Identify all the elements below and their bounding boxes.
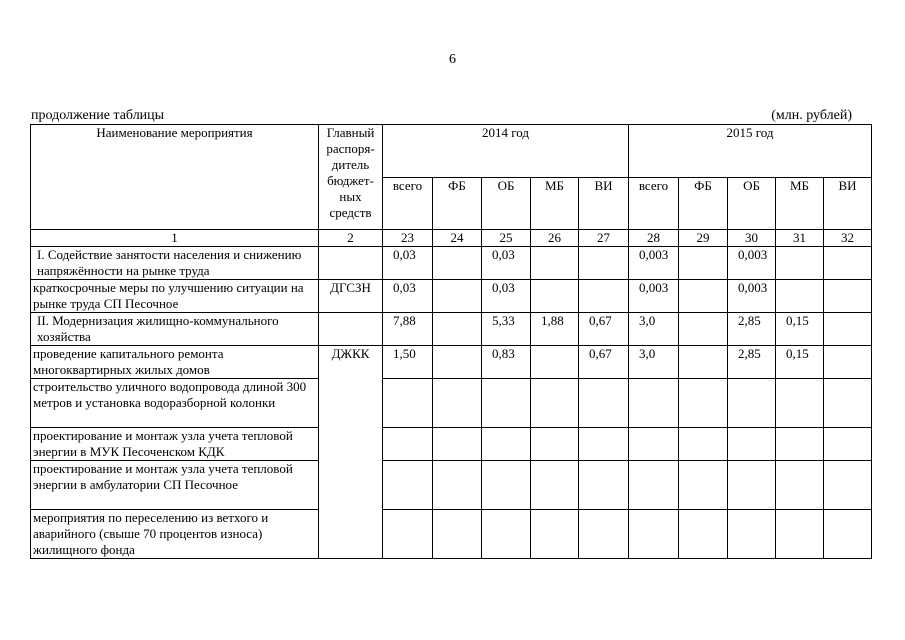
- cell: [824, 379, 872, 428]
- cell: [482, 510, 531, 559]
- cell: [728, 510, 776, 559]
- cell: [824, 280, 872, 313]
- header-col-total-2015: всего: [629, 177, 679, 230]
- column-number: 29: [679, 230, 728, 247]
- column-number: 32: [824, 230, 872, 247]
- row-name: мероприятия по переселению из ветхого и аварийного (свыше 70 процентов износа) жилищного фонда: [31, 510, 319, 559]
- header-col-mb-2015: МБ: [776, 177, 824, 230]
- cell: [433, 510, 482, 559]
- cell: [383, 510, 433, 559]
- cell: [679, 280, 728, 313]
- cell: 0,03: [482, 280, 531, 313]
- row-manager: [319, 247, 383, 280]
- table-row: [31, 280, 872, 313]
- column-number: 28: [629, 230, 679, 247]
- cell: [433, 461, 482, 510]
- continuation-label: продолжение таблицы: [31, 108, 165, 123]
- page-number: 6: [449, 52, 456, 67]
- column-number: 1: [31, 230, 319, 247]
- cell: [824, 510, 872, 559]
- table-row: [31, 428, 872, 461]
- cell: [824, 313, 872, 346]
- cell: [433, 428, 482, 461]
- cell: [728, 428, 776, 461]
- header-col-total-2014: всего: [383, 177, 433, 230]
- cell: [728, 379, 776, 428]
- cell: [629, 428, 679, 461]
- cell: [433, 346, 482, 379]
- row-name: краткосрочные меры по улучшению ситуации на рынке труда СП Песочное: [31, 280, 319, 313]
- column-number: 25: [482, 230, 531, 247]
- cell: [579, 280, 629, 313]
- cell: [629, 379, 679, 428]
- cell: 0,83: [482, 346, 531, 379]
- header-row-years: [31, 125, 872, 178]
- header-manager: Главный распоря- дитель бюджет- ных средств: [319, 125, 383, 230]
- cell: [579, 247, 629, 280]
- budget-table: [30, 124, 872, 559]
- cell: [531, 346, 579, 379]
- row-manager: ДГСЗН: [319, 280, 383, 313]
- table-row: [31, 313, 872, 346]
- row-name: проведение капитального ремонта многоквартирных жилых домов: [31, 346, 319, 379]
- table-row: [31, 346, 872, 379]
- table-row: [31, 461, 872, 510]
- cell: 0,67: [579, 313, 629, 346]
- row-name: I. Содействие занятости населения и снижению напряжённости на рынке труда: [31, 247, 319, 280]
- units-label: (млн. рублей): [771, 108, 852, 123]
- cell: [776, 280, 824, 313]
- cell: 0,67: [579, 346, 629, 379]
- cell: 0,003: [629, 247, 679, 280]
- header-col-ob-2014: ОБ: [482, 177, 531, 230]
- row-name: проектирование и монтаж узла учета тепловой энергии в МУК Песоченском КДК: [31, 428, 319, 461]
- cell: [531, 510, 579, 559]
- header-col-vi-2014: ВИ: [579, 177, 629, 230]
- cell: [824, 461, 872, 510]
- header-col-fb-2015: ФБ: [679, 177, 728, 230]
- cell: 0,003: [728, 247, 776, 280]
- column-number: 26: [531, 230, 579, 247]
- cell: [679, 428, 728, 461]
- column-number: 31: [776, 230, 824, 247]
- cell: [433, 379, 482, 428]
- row-manager: [319, 313, 383, 346]
- header-col-ob-2015: ОБ: [728, 177, 776, 230]
- cell: [531, 461, 579, 510]
- table-row: [31, 379, 872, 428]
- cell: [824, 428, 872, 461]
- cell: 2,85: [728, 313, 776, 346]
- cell: [776, 461, 824, 510]
- cell: [383, 428, 433, 461]
- cell: [579, 379, 629, 428]
- header-col-vi-2015: ВИ: [824, 177, 872, 230]
- cell: [679, 510, 728, 559]
- cell: [824, 247, 872, 280]
- cell: 2,85: [728, 346, 776, 379]
- cell: [728, 461, 776, 510]
- cell: [482, 428, 531, 461]
- cell: [679, 346, 728, 379]
- column-number: 27: [579, 230, 629, 247]
- cell: 0,03: [482, 247, 531, 280]
- cell: [679, 379, 728, 428]
- cell: [383, 461, 433, 510]
- cell: 3,0: [629, 346, 679, 379]
- cell: [776, 428, 824, 461]
- row-manager: ДЖКК: [319, 346, 383, 559]
- cell: 0,03: [383, 247, 433, 280]
- cell: [531, 428, 579, 461]
- cell: [776, 247, 824, 280]
- cell: 5,33: [482, 313, 531, 346]
- header-year-2014: 2014 год: [383, 125, 629, 178]
- cell: [579, 510, 629, 559]
- cell: [776, 379, 824, 428]
- header-col-mb-2014: МБ: [531, 177, 579, 230]
- cell: [679, 461, 728, 510]
- cell: [629, 510, 679, 559]
- cell: [531, 379, 579, 428]
- cell: [579, 428, 629, 461]
- cell: 0,003: [728, 280, 776, 313]
- cell: 3,0: [629, 313, 679, 346]
- cell: [433, 313, 482, 346]
- cell: [433, 247, 482, 280]
- row-name: проектирование и монтаж узла учета тепловой энергии в амбулатории СП Песочное: [31, 461, 319, 510]
- cell: [482, 461, 531, 510]
- cell: 0,03: [383, 280, 433, 313]
- column-number: 23: [383, 230, 433, 247]
- cell: [531, 280, 579, 313]
- cell: [679, 313, 728, 346]
- table-row: [31, 510, 872, 559]
- table-row: [31, 247, 872, 280]
- column-number: 30: [728, 230, 776, 247]
- header-col-fb-2014: ФБ: [433, 177, 482, 230]
- cell: [776, 510, 824, 559]
- cell: 0,003: [629, 280, 679, 313]
- row-name: II. Модернизация жилищно-коммунального хозяйства: [31, 313, 319, 346]
- cell: [824, 346, 872, 379]
- cell: [629, 461, 679, 510]
- cell: [531, 247, 579, 280]
- cell: [482, 379, 531, 428]
- column-numbers-row: [31, 230, 872, 247]
- cell: 1,88: [531, 313, 579, 346]
- cell: [383, 379, 433, 428]
- cell: 1,50: [383, 346, 433, 379]
- column-number: 2: [319, 230, 383, 247]
- cell: [433, 280, 482, 313]
- header-name: Наименование мероприятия: [31, 125, 319, 230]
- cell: 0,15: [776, 346, 824, 379]
- cell: [579, 461, 629, 510]
- cell: 7,88: [383, 313, 433, 346]
- header-year-2015: 2015 год: [629, 125, 872, 178]
- cell: 0,15: [776, 313, 824, 346]
- row-name: строительство уличного водопровода длиной 300 метров и установка водоразборной колонки: [31, 379, 319, 428]
- column-number: 24: [433, 230, 482, 247]
- cell: [679, 247, 728, 280]
